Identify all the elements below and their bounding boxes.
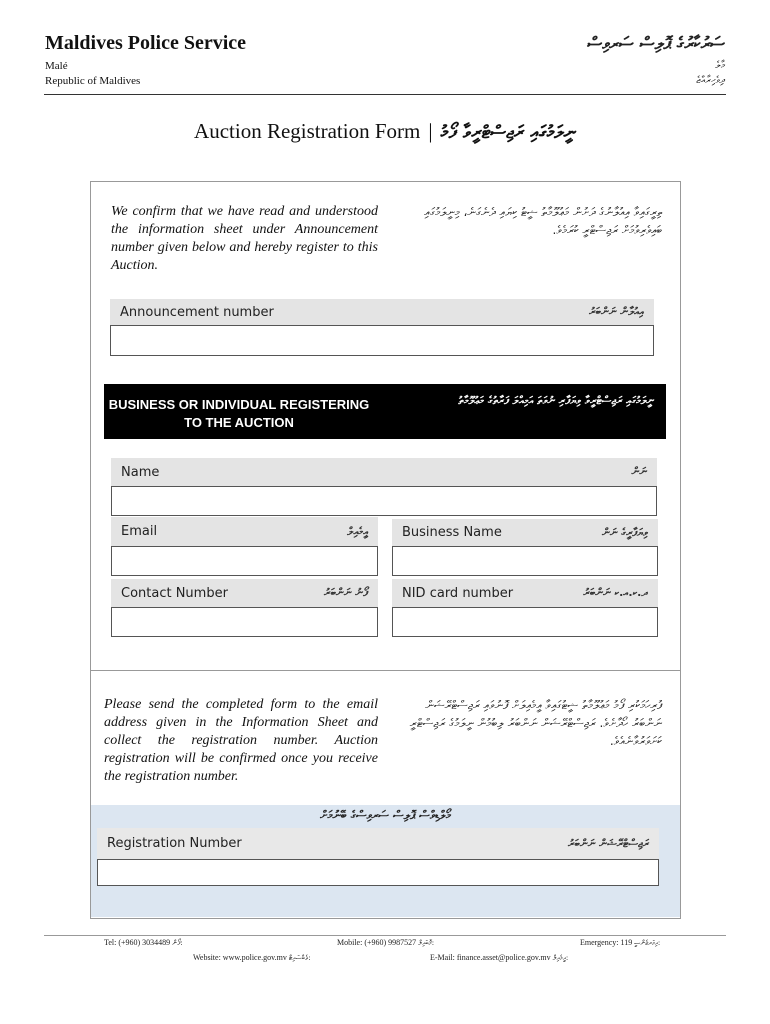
org-city-dhivehi: މާލެ: [715, 60, 725, 71]
footer-tel: [104, 938, 183, 948]
footer-email-dhivehi: އީމެއިލް:: [552, 954, 569, 962]
business-name-field[interactable]: [392, 546, 658, 576]
business-section-title-line1: BUSINESS OR INDIVIDUAL REGISTERING: [108, 397, 370, 412]
registration-number-label-dhivehi: ރަޖިސްޓްރޭޝަން ނަންބަރު: [567, 836, 649, 850]
org-country-dhivehi: ދިވެހިރާއްޖެ: [696, 75, 725, 86]
announcement-label-bar: [110, 299, 654, 325]
section-divider: [90, 670, 681, 671]
form-title: [0, 119, 770, 144]
footer-mobile-dhivehi: މޮބައިލް:: [418, 939, 435, 947]
org-city: Malé: [45, 60, 68, 72]
footer-email: [430, 953, 568, 963]
contact-number-label-dhivehi: ފޯނު ނަންބަރު: [324, 586, 368, 599]
business-name-label: Business Name: [402, 525, 502, 540]
form-title-dhivehi: ނީލަމުގައި ރަޖިސްޓްރީވާ ފޯމު: [440, 122, 576, 143]
registration-heading-dhivehi: މޯލްޑިވްސް ޕޮލިސް ސަރވިސްގެ ބޭނުމަށް: [320, 808, 451, 822]
announcement-label: Announcement number: [120, 304, 274, 320]
contact-number-label-bar: [111, 579, 378, 607]
contact-number-label: Contact Number: [121, 585, 228, 601]
footer-email-text[interactable]: E-Mail: finance.asset@police.gov.mv: [430, 953, 551, 962]
name-label: Name: [121, 464, 160, 480]
business-section-header: [104, 384, 666, 439]
footer-website-dhivehi: ވެބްސައިޓް:: [288, 954, 311, 962]
business-name-label-dhivehi: ވިޔަފާރީގެ ނަން: [601, 525, 648, 539]
instructions-english: Please send the completed form to the email address given in the Information Sheet and collect the registration number. Auction registration will be confirmed once you receive the registration number.: [104, 697, 378, 784]
title-separator: |: [428, 119, 433, 143]
name-label-dhivehi: ނަން: [631, 465, 647, 478]
form-title-english: Auction Registration Form: [194, 119, 421, 143]
announcement-label-dhivehi: އިއުލާން ނަންބަރު: [589, 305, 644, 318]
announcement-number-field[interactable]: [110, 325, 654, 356]
email-label-dhivehi: އީމެއިލް: [347, 524, 368, 538]
footer-emergency-dhivehi: އިމަރޖެންސީ:: [634, 939, 661, 947]
nid-number-label-dhivehi: ދ.ކ.އ.ކ ނަންބަރު: [583, 586, 648, 599]
name-label-bar: [111, 458, 657, 486]
email-field[interactable]: [111, 546, 378, 576]
footer-tel-dhivehi: ފޯން:: [172, 939, 183, 947]
business-name-label-bar: [392, 519, 658, 546]
registration-number-field[interactable]: [97, 859, 659, 886]
footer-mobile: [337, 938, 434, 948]
intro-english: We confirm that we have read and understood the information sheet under Announcement number given below and hereby register to this Auction.: [111, 204, 378, 273]
footer-emergency-text: Emergency: 119: [580, 938, 633, 947]
org-name-dhivehi: ސަރުކާރުގެ ޕޮލިސް ސަރވިސް: [587, 34, 725, 54]
instructions-dhivehi: ފުރިހަމަކުރި ފޯމު މަޢުލޫމާތު ޝީޓުގައިވާ އީމެއިލަށް ފޮނުވައި ރަޖިސްޓްރޭޝަން ނަންބަރު ހޯދާށެވެ. ރަޖިސްޓްރޭޝަން ނަންބަރު ލިބުމުން ނީލަމުގެ ރަޖިސްޓްރީ ކަށަވަރުވާނެއެވެ.: [409, 698, 662, 748]
footer-website-text[interactable]: Website: www.police.gov.mv: [193, 953, 287, 962]
nid-number-label-bar: [392, 579, 658, 607]
business-section-title-dhivehi: ނީލަމުގައި ރަޖިސްޓްރީވާ ވިޔަފާރި ނުވަތަ އަމިއްލަ ފަރާތުގެ މަޢުލޫމާތު: [458, 394, 654, 407]
org-country: Republic of Maldives: [45, 75, 141, 87]
org-name: Maldives Police Service: [45, 32, 247, 54]
intro-dhivehi: ތިރީގައިވާ އިއުލާނުގެ ދަށުން މަޢުލޫމާތު ޝީޓު ކިޔައި ދެނެގަނެ، މިނީލަމުގައި ބައިވެރިވުމަށް ރަޖިސްޓްރީ ކުރަމެވެ.: [424, 205, 662, 237]
footer-website: [193, 953, 311, 963]
footer-divider: [44, 935, 726, 936]
business-section-title-line2: TO THE AUCTION: [184, 415, 294, 430]
contact-number-field[interactable]: [111, 607, 378, 637]
footer-emergency: [580, 938, 660, 948]
email-label: Email: [121, 524, 158, 539]
header-divider: [44, 94, 726, 95]
footer-tel-text: Tel: (+960) 3034489: [104, 938, 171, 947]
business-section-title: [104, 396, 374, 432]
nid-number-field[interactable]: [392, 607, 658, 637]
footer-mobile-text: Mobile: (+960) 9987527: [337, 938, 417, 947]
name-field[interactable]: [111, 486, 657, 516]
email-label-bar: [111, 517, 378, 546]
registration-number-label: Registration Number: [107, 836, 242, 851]
registration-label-bar: [97, 828, 659, 859]
nid-number-label: NID card number: [402, 585, 514, 601]
